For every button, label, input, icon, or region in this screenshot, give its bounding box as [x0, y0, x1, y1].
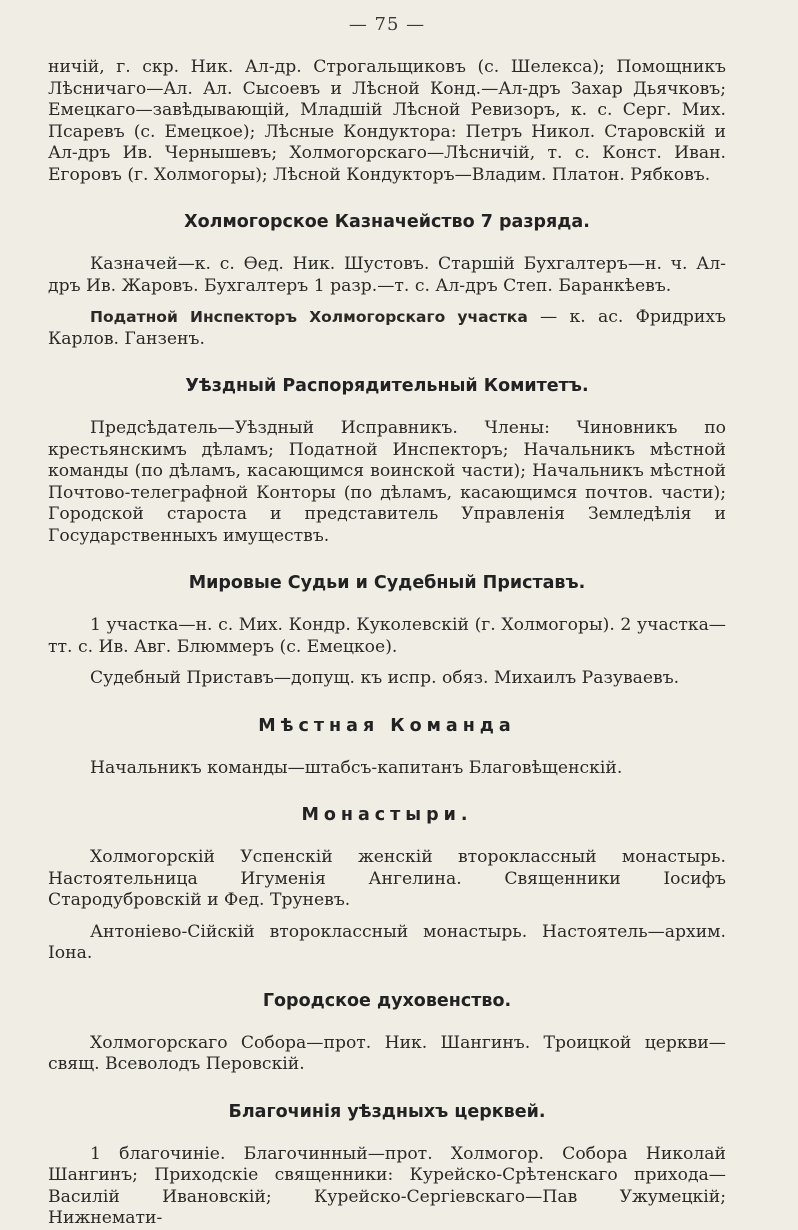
monasteries-heading: Монастыри. [301, 805, 473, 825]
local-command-paragraph: Начальникъ команды—штабсъ-капитанъ Благовѣщенскій. [90, 757, 623, 778]
city-clergy-paragraph: Холмогорскаго Собора—прот. Ник. Шангинъ. Троицкой церкви—свящ. Всеволодъ Перовскій. [48, 1032, 726, 1074]
judges-heading: Мировые Судьи и Судебный Приставъ. [188, 573, 586, 593]
judges-paragraph-1: 1 участка—н. с. Мих. Кондр. Куколевскій (г. Холмогоры). 2 участка—тт. с. Ив. Авг. Блюммеръ (с. Емецкое). [48, 615, 726, 657]
treasury-paragraph: Казначей—к. с. Ѳед. Ник. Шустовъ. Старшій Бухгалтеръ—н. ч. Ал-дръ Ив. Жаровъ. Бухгалтеръ 1 разр.—т. с. Ал-дръ Степ. Баранкѣевъ. [48, 254, 726, 296]
judges-paragraph-2: Судебный Приставъ—допущ. къ испр. обяз. Михаилъ Разуваевъ. [90, 668, 680, 688]
monasteries-paragraph-1: Холмогорскій Успенскій женскій второклассный монастырь. Настоятельница Игуменія Ангелина. Священники Іосифъ Стародубровскій и Фед. Труневъ. [48, 847, 726, 910]
committee-paragraph: Предсѣдатель—Уѣздный Исправникъ. Члены: Чиновникъ по крестьянскимъ дѣламъ; Податной Инспекторъ; Начальникъ мѣстной команды (по дѣламъ, касающимся воинской части); Начальникъ мѣстной Почтово-телеграфной Конторы (по дѣламъ, касающимся почтов. части); Городской староста и представитель Управленія Земледѣлія и Государственныхъ имуществъ. [48, 418, 726, 546]
committee-heading: Уѣздный Распорядительный Комитетъ. [185, 376, 589, 396]
treasury-heading: Холмогорское Казначейство 7 разряда. [184, 212, 590, 232]
local-command-heading: Мѣстная Команда [258, 715, 516, 736]
inspector-paragraph [48, 307, 726, 350]
page-number: — 75 — [348, 14, 426, 35]
inspector-label: Податной Инспекторъ Холмогорскаго участка [90, 308, 528, 326]
monasteries-paragraph-2: Антоніево-Сійскій второклассный монастырь. Настоятель—архим. Іона. [48, 921, 726, 963]
inspector-text: — к. ас. Фридрихъ Карлов. Ганзенъ. [48, 307, 726, 349]
intro-paragraph: ничій, г. скр. Ник. Ал-др. Строгальщиковъ (с. Шелекса); Помощникъ Лѣсничаго—Ал. Ал. Сысоевъ и Лѣсной Конд.—Ал-дръ Захар Дьячковъ; Емецкаго—завѣдывающій, Младшій Лѣсной Ревизоръ, к. с. Серг. Мих. Псаревъ (с. Емецкое); Лѣсные Кондуктора: Петръ Никол. Старовскій и Ал-дръ Ив. Чернышевъ; Холмогорскаго—Лѣсничій, т. с. Конст. Иван. Егоровъ (г. Холмогоры); Лѣсной Кондукторъ—Владим. Платон. Рябковъ. [48, 57, 726, 185]
deanery-paragraph: 1 благочиніе. Благочинный—прот. Холмогор. Собора Николай Шангинъ; Приходскіе священники: Курейско-Срѣтенскаго прихода—Василій Ивановскій; Курейско-Сергіевскаго—Пав Ужумецкій; Нижнемати- [48, 1143, 726, 1228]
deanery-heading: Благочинія уѣздныхъ церквей. [228, 1101, 546, 1122]
city-clergy-heading: Городское духовенство. [262, 990, 512, 1011]
